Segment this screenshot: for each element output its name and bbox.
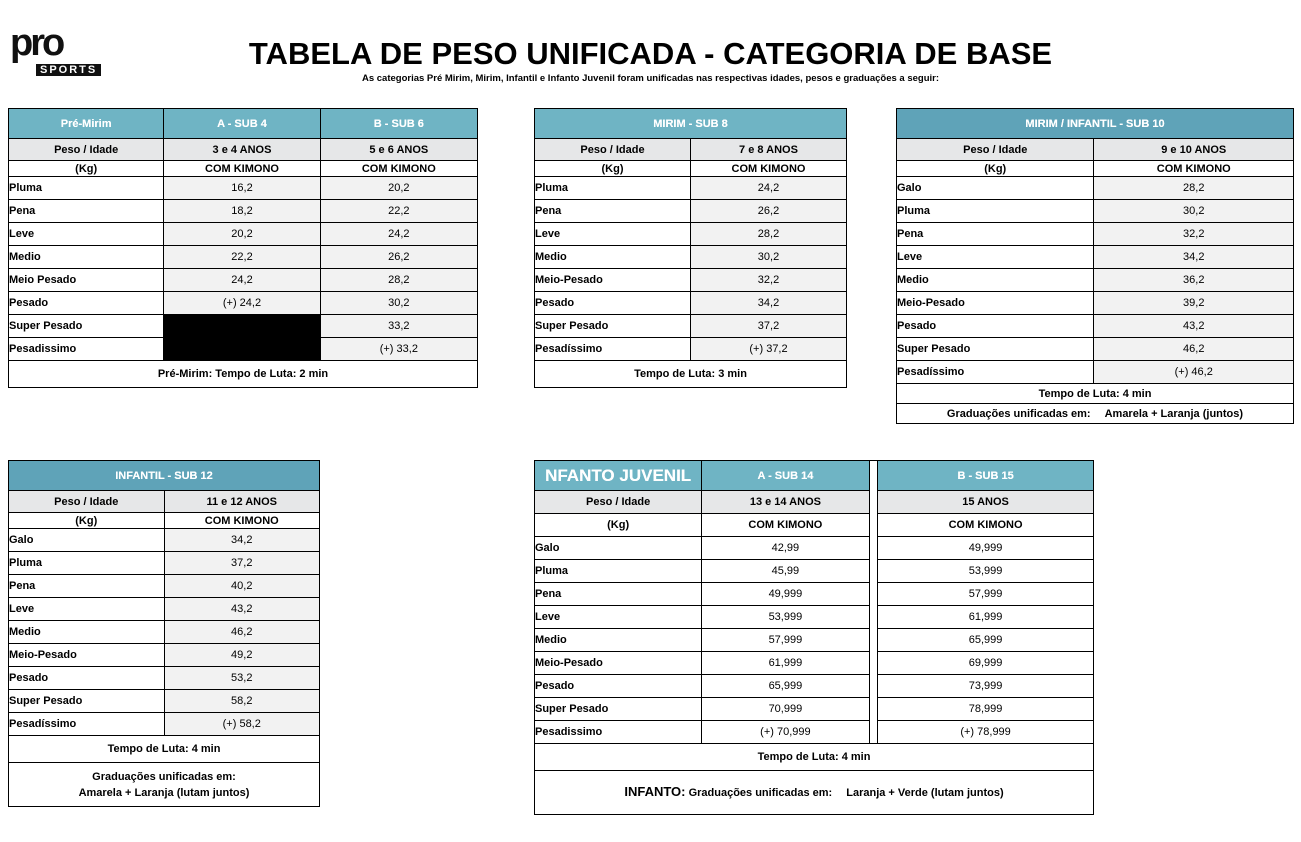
table-row xyxy=(897,269,1294,292)
age-sub14: 13 e 14 ANOS xyxy=(702,491,869,514)
category-label: Medio xyxy=(9,621,165,644)
weight-value: 30,2 xyxy=(691,246,847,269)
category-label: Pesadíssimo xyxy=(535,338,691,361)
category-label: Pesado xyxy=(9,667,165,690)
footer-tempo-luta: Tempo de Luta: 4 min xyxy=(535,744,1094,771)
table-row xyxy=(9,690,320,713)
weight-value: (+) 78,999 xyxy=(878,721,1094,744)
header-pre-mirim: Pré-Mirim xyxy=(9,109,164,139)
table-row xyxy=(897,200,1294,223)
category-label: Leve xyxy=(535,606,702,629)
age-sub15: 15 ANOS xyxy=(878,491,1094,514)
weight-value: 28,2 xyxy=(1094,177,1294,200)
label-com-kimono: COM KIMONO xyxy=(878,514,1094,537)
table-row xyxy=(535,200,847,223)
logo-subtext: SPORTS xyxy=(36,64,101,76)
table-row xyxy=(897,223,1294,246)
table-row xyxy=(9,200,478,223)
header-sub14: A - SUB 14 xyxy=(702,461,869,491)
weight-value: 34,2 xyxy=(691,292,847,315)
category-label: Super Pesado xyxy=(535,315,691,338)
category-label: Leve xyxy=(9,223,164,246)
weight-value: 42,99 xyxy=(702,537,869,560)
category-label: Pluma xyxy=(535,177,691,200)
category-label: Pena xyxy=(9,575,165,598)
table-row xyxy=(535,721,1094,744)
weight-value: 70,999 xyxy=(702,698,869,721)
footer-tempo-luta: Tempo de Luta: 3 min xyxy=(535,361,847,388)
weight-value: 53,999 xyxy=(878,560,1094,583)
weight-value: 65,999 xyxy=(702,675,869,698)
weight-value: 22,2 xyxy=(164,246,320,269)
weight-value: 53,999 xyxy=(702,606,869,629)
table-row xyxy=(535,606,1094,629)
table-row xyxy=(535,560,1094,583)
weight-value: 49,999 xyxy=(878,537,1094,560)
label-com-kimono: COM KIMONO xyxy=(164,161,320,177)
category-label: Meio-Pesado xyxy=(535,269,691,292)
category-label: Leve xyxy=(535,223,691,246)
table-row xyxy=(9,269,478,292)
weight-value: 34,2 xyxy=(1094,246,1294,269)
table-mirim-sub8 xyxy=(534,108,846,388)
table-row xyxy=(535,537,1094,560)
table-row xyxy=(9,644,320,667)
weight-value: 69,999 xyxy=(878,652,1094,675)
table-infantil-sub12 xyxy=(8,460,320,807)
category-label: Pena xyxy=(535,583,702,606)
table-row xyxy=(9,529,320,552)
table-row xyxy=(9,292,478,315)
weight-value: 24,2 xyxy=(320,223,477,246)
weight-value: 49,999 xyxy=(702,583,869,606)
footer-tempo-luta: Tempo de Luta: 4 min xyxy=(9,736,320,763)
label-com-kimono: COM KIMONO xyxy=(691,161,847,177)
category-label: Pesadíssimo xyxy=(897,361,1094,384)
table-row xyxy=(535,223,847,246)
graduacoes-value: Amarela + Laranja (lutam juntos) xyxy=(78,786,250,799)
logo-wordmark: pro xyxy=(10,22,63,64)
header-infanto-juvenil: NFANTO JUVENIL xyxy=(535,461,702,491)
category-label: Meio-Pesado xyxy=(535,652,702,675)
weight-value: 53,2 xyxy=(164,667,320,690)
weight-value: 16,2 xyxy=(164,177,320,200)
table-row xyxy=(9,667,320,690)
weight-value: 22,2 xyxy=(320,200,477,223)
weight-value: 40,2 xyxy=(164,575,320,598)
category-label: Galo xyxy=(535,537,702,560)
graduacoes-value: Laranja + Verde (lutam juntos) xyxy=(846,787,1004,799)
weight-value: 34,2 xyxy=(164,529,320,552)
weight-value: 61,999 xyxy=(702,652,869,675)
weight-value: 45,99 xyxy=(702,560,869,583)
weight-value: 65,999 xyxy=(878,629,1094,652)
category-label: Pesado xyxy=(9,292,164,315)
table-row xyxy=(535,246,847,269)
category-label: Meio-Pesado xyxy=(9,644,165,667)
footer-tempo-luta: Pré-Mirim: Tempo de Luta: 2 min xyxy=(9,361,478,388)
weight-value: (+) 24,2 xyxy=(164,292,320,315)
weight-value: 30,2 xyxy=(1094,200,1294,223)
table-row xyxy=(535,269,847,292)
category-label: Galo xyxy=(897,177,1094,200)
category-label: Pena xyxy=(9,200,164,223)
footer-graduacoes xyxy=(535,771,1094,815)
weight-value: 30,2 xyxy=(320,292,477,315)
category-label: Pena xyxy=(897,223,1094,246)
category-label: Pesadíssimo xyxy=(9,713,165,736)
category-label: Pesadissimo xyxy=(9,338,164,361)
table-row xyxy=(897,177,1294,200)
weight-value: 61,999 xyxy=(878,606,1094,629)
table-row xyxy=(535,315,847,338)
weight-value: 43,2 xyxy=(1094,315,1294,338)
footer-tempo-luta: Tempo de Luta: 4 min xyxy=(897,384,1294,404)
weight-value: (+) 37,2 xyxy=(691,338,847,361)
weight-value: 57,999 xyxy=(878,583,1094,606)
page-title: TABELA DE PESO UNIFICADA - CATEGORIA DE BASE xyxy=(248,36,1053,71)
table-mirim-infantil-sub10 xyxy=(896,108,1294,424)
category-label: Pesadissimo xyxy=(535,721,702,744)
weight-value: 20,2 xyxy=(164,223,320,246)
label-com-kimono: COM KIMONO xyxy=(164,513,320,529)
table-row xyxy=(9,713,320,736)
age-sub12: 11 e 12 ANOS xyxy=(164,491,320,513)
category-label: Pluma xyxy=(897,200,1094,223)
graduacoes-label: Graduações unificadas em: xyxy=(946,407,1091,420)
header-sub4: A - SUB 4 xyxy=(164,109,320,139)
weight-value: 26,2 xyxy=(691,200,847,223)
header-sub15: B - SUB 15 xyxy=(878,461,1094,491)
weight-value: 57,999 xyxy=(702,629,869,652)
age-sub4: 3 e 4 ANOS xyxy=(164,139,320,161)
table-row xyxy=(897,292,1294,315)
weight-value: 39,2 xyxy=(1094,292,1294,315)
header-sub6: B - SUB 6 xyxy=(320,109,477,139)
age-sub6: 5 e 6 ANOS xyxy=(320,139,477,161)
table-row xyxy=(9,246,478,269)
table-pre-mirim xyxy=(8,108,478,388)
table-row xyxy=(897,361,1294,384)
header-infantil-sub12: INFANTIL - SUB 12 xyxy=(9,461,320,491)
weight-value: (+) 33,2 xyxy=(320,338,477,361)
weight-value: 28,2 xyxy=(691,223,847,246)
graduacoes-label: Graduações unificadas em: xyxy=(688,787,833,799)
category-label: Super Pesado xyxy=(897,338,1094,361)
table-row xyxy=(897,338,1294,361)
table-infanto-juvenil xyxy=(534,460,1094,815)
table-row xyxy=(9,177,478,200)
label-kg: (Kg) xyxy=(9,161,164,177)
weight-value: 78,999 xyxy=(878,698,1094,721)
table-row xyxy=(535,675,1094,698)
weight-value: 33,2 xyxy=(320,315,477,338)
table-row xyxy=(9,552,320,575)
weight-value: 73,999 xyxy=(878,675,1094,698)
weight-value: 20,2 xyxy=(320,177,477,200)
category-label: Pesado xyxy=(535,675,702,698)
category-label: Super Pesado xyxy=(9,690,165,713)
category-label: Leve xyxy=(897,246,1094,269)
footer-graduacoes xyxy=(897,404,1294,424)
category-label: Medio xyxy=(535,629,702,652)
table-row xyxy=(9,223,478,246)
table-row xyxy=(535,629,1094,652)
label-peso-idade: Peso / Idade xyxy=(9,491,165,513)
table-row xyxy=(535,338,847,361)
empty-cell xyxy=(164,315,320,338)
category-label: Pena xyxy=(535,200,691,223)
weight-value: 37,2 xyxy=(691,315,847,338)
label-com-kimono: COM KIMONO xyxy=(702,514,869,537)
header-mirim-infantil-sub10: MIRIM / INFANTIL - SUB 10 xyxy=(897,109,1294,139)
weight-value: 43,2 xyxy=(164,598,320,621)
category-label: Medio xyxy=(535,246,691,269)
label-kg: (Kg) xyxy=(897,161,1094,177)
category-label: Pesado xyxy=(535,292,691,315)
graduacoes-value: Amarela + Laranja (juntos) xyxy=(1104,407,1244,420)
table-row xyxy=(9,621,320,644)
table-row xyxy=(9,315,478,338)
table-row xyxy=(9,598,320,621)
category-label: Pluma xyxy=(9,552,165,575)
weight-value: (+) 46,2 xyxy=(1094,361,1294,384)
weight-value: 32,2 xyxy=(1094,223,1294,246)
table-row xyxy=(897,315,1294,338)
category-label: Super Pesado xyxy=(9,315,164,338)
label-peso-idade: Peso / Idade xyxy=(9,139,164,161)
weight-value: (+) 70,999 xyxy=(702,721,869,744)
category-label: Leve xyxy=(9,598,165,621)
label-kg: (Kg) xyxy=(535,514,702,537)
age-sub10: 9 e 10 ANOS xyxy=(1094,139,1294,161)
weight-value: (+) 58,2 xyxy=(164,713,320,736)
category-label: Medio xyxy=(897,269,1094,292)
table-row xyxy=(535,177,847,200)
weight-value: 36,2 xyxy=(1094,269,1294,292)
label-peso-idade: Peso / Idade xyxy=(897,139,1094,161)
header-mirim-sub8: MIRIM - SUB 8 xyxy=(535,109,847,139)
table-row xyxy=(535,292,847,315)
category-label: Meio-Pesado xyxy=(897,292,1094,315)
category-label: Galo xyxy=(9,529,165,552)
table-row xyxy=(9,338,478,361)
weight-value: 49,2 xyxy=(164,644,320,667)
graduacoes-label: Graduações unificadas em: xyxy=(92,770,236,783)
weight-value: 24,2 xyxy=(164,269,320,292)
weight-value: 18,2 xyxy=(164,200,320,223)
weight-value: 26,2 xyxy=(320,246,477,269)
weight-value: 46,2 xyxy=(164,621,320,644)
weight-value: 24,2 xyxy=(691,177,847,200)
category-label: Pluma xyxy=(9,177,164,200)
weight-value: 58,2 xyxy=(164,690,320,713)
table-row xyxy=(535,583,1094,606)
label-peso-idade: Peso / Idade xyxy=(535,139,691,161)
table-row xyxy=(535,652,1094,675)
graduacoes-strong: INFANTO: xyxy=(624,784,686,799)
label-com-kimono: COM KIMONO xyxy=(1094,161,1294,177)
category-label: Pluma xyxy=(535,560,702,583)
page-subtitle: As categorias Pré Mirim, Mirim, Infantil e Infanto Juvenil foram unificadas nas respectivas idades, pesos e graduações a seguir: xyxy=(361,73,940,84)
category-label: Super Pesado xyxy=(535,698,702,721)
weight-value: 28,2 xyxy=(320,269,477,292)
table-row xyxy=(9,575,320,598)
category-label: Medio xyxy=(9,246,164,269)
weight-value: 32,2 xyxy=(691,269,847,292)
empty-cell xyxy=(164,338,320,361)
table-row xyxy=(535,698,1094,721)
label-peso-idade: Peso / Idade xyxy=(535,491,702,514)
label-kg: (Kg) xyxy=(9,513,165,529)
category-label: Meio Pesado xyxy=(9,269,164,292)
weight-value: 46,2 xyxy=(1094,338,1294,361)
label-kg: (Kg) xyxy=(535,161,691,177)
footer-graduacoes xyxy=(9,763,320,807)
label-com-kimono: COM KIMONO xyxy=(320,161,477,177)
age-sub8: 7 e 8 ANOS xyxy=(691,139,847,161)
category-label: Pesado xyxy=(897,315,1094,338)
weight-value: 37,2 xyxy=(164,552,320,575)
table-row xyxy=(897,246,1294,269)
